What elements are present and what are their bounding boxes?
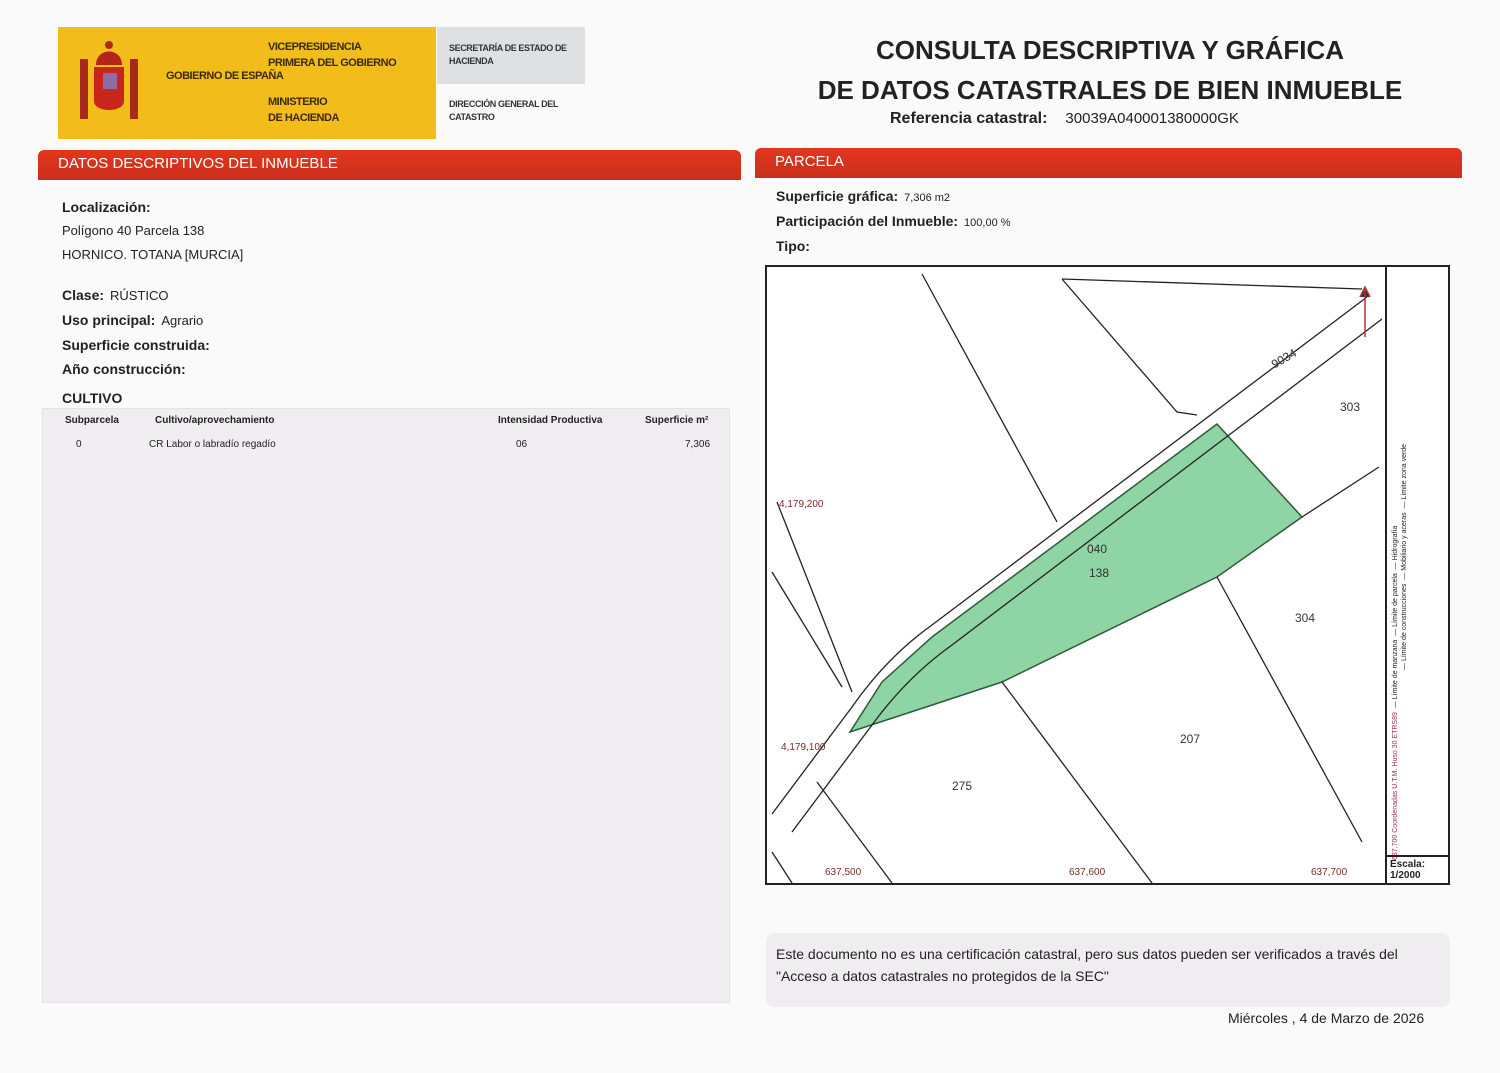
superficie-grafica-label: Superficie gráfica:: [776, 188, 899, 204]
parcel-boundary: [772, 852, 792, 883]
parcel-boundary: [1062, 279, 1197, 415]
anio-construccion-label: Año construcción:: [62, 361, 186, 377]
government-logo: [58, 27, 436, 139]
title-line-2: DE DATOS CATASTRALES DE BIEN INMUEBLE: [817, 75, 1403, 105]
legend-item: Límite zona verde: [1401, 443, 1408, 500]
column-header: Intensidad Productiva: [498, 415, 603, 426]
legend-item: Límite de manzana: [1392, 639, 1399, 700]
attributes-block: [62, 283, 210, 381]
document-date: Miércoles , 4 de Marzo de 2026: [1228, 1010, 1425, 1026]
ministerio-text-2: DE HACIENDA: [268, 112, 339, 124]
localizacion-line-2: HORNICO. TOTANA [MURCIA]: [62, 247, 244, 262]
ministerio-text: MINISTERIO: [268, 96, 328, 108]
ref-value: 30039A040001380000GK: [1065, 110, 1239, 127]
x-coord-label: 637,500: [825, 867, 862, 878]
uso-label: Uso principal:: [62, 312, 156, 328]
descriptivos-header: DATOS DESCRIPTIVOS DEL INMUEBLE: [38, 150, 741, 180]
page-title: [800, 30, 1420, 110]
ref-label: Referencia catastral:: [890, 110, 1048, 127]
table-cell: 0: [76, 439, 82, 450]
column-header: Cultivo/aprovechamiento: [155, 415, 275, 426]
x-coord-label: 637,700: [1311, 867, 1348, 878]
map-drawing: [767, 267, 1387, 883]
vicepresidencia-text-2: PRIMERA DEL GOBIERNO: [268, 57, 397, 69]
title-line-1: CONSULTA DESCRIPTIVA Y GRÁFICA: [875, 35, 1345, 65]
secretaria-block: [437, 27, 585, 84]
parcel-label: 303: [1340, 400, 1361, 414]
cultivo-table: [42, 408, 730, 1003]
table-cell: 06: [516, 439, 528, 450]
parcel-boundary: [772, 572, 842, 687]
column-header: Subparcela: [65, 415, 119, 426]
legend-item: Hidrografía: [1392, 525, 1399, 561]
parcel-boundary: [1062, 279, 1362, 289]
legend-item: Mobiliario y aceras: [1401, 512, 1408, 571]
clase-label: Clase:: [62, 287, 105, 303]
table-cell: 7,306: [685, 439, 711, 450]
parcela-header: PARCELA: [755, 148, 1462, 178]
clase-value: RÚSTICO: [110, 288, 169, 303]
road-label: 9034: [1268, 345, 1299, 372]
direccion-text: DIRECCIÓN GENERAL DEL CATASTRO: [449, 99, 558, 122]
parcel-boundary: [1002, 682, 1152, 883]
superficie-grafica-value: 7,306 m2: [904, 192, 951, 204]
superficie-construida-label: Superficie construida:: [62, 337, 210, 353]
y-coord-label: 4,179,200: [779, 499, 824, 510]
cadastral-map[interactable]: [765, 265, 1450, 885]
parcel-boundary: [1217, 577, 1362, 842]
y-coord-label: 4,179,100: [781, 742, 826, 753]
participacion-label: Participación del Inmueble:: [776, 213, 959, 229]
disclaimer-notice: Este documento no es una certificación catastral, pero sus datos pueden ser verificados a través del "Acceso a datos catastrales no protegidos de la SEC": [766, 933, 1450, 1007]
x-coord-label: 637,600: [1069, 867, 1106, 878]
vicepresidencia-text: VICEPRESIDENCIA: [268, 41, 362, 53]
parcel-label: 275: [952, 779, 973, 793]
parcel-boundary: [1302, 467, 1379, 517]
localizacion-label: Localización:: [62, 199, 151, 215]
localizacion-block: [62, 195, 243, 267]
uso-value: Agrario: [161, 313, 204, 328]
gobierno-espana-text: GOBIERNO DE ESPAÑA: [166, 70, 284, 82]
parcel-polygon-label: 040: [1087, 542, 1108, 556]
coat-of-arms-icon: [76, 39, 142, 125]
column-header: Superficie m²: [645, 415, 709, 426]
secretaria-text: SECRETARÍA DE ESTADO DE HACIENDA: [449, 43, 567, 66]
parcela-info: [776, 185, 1011, 258]
cultivo-title: CULTIVO: [62, 390, 123, 406]
tipo-label: Tipo:: [776, 238, 810, 254]
legend-item: Límite de construcciones: [1401, 583, 1408, 662]
parcel-label: 304: [1295, 611, 1316, 625]
parcel-boundary: [777, 502, 852, 692]
parcel-highlight: [850, 424, 1302, 732]
scale-block: [1387, 855, 1450, 883]
legend-item: Límite de parcela: [1392, 573, 1399, 627]
participacion-value: 100,00 %: [964, 217, 1011, 229]
parcel-boundary: [922, 274, 1057, 522]
localizacion-line-1: Polígono 40 Parcela 138: [62, 223, 205, 238]
scale-value: 1/2000: [1390, 870, 1421, 881]
referencia-catastral: [890, 110, 1239, 128]
parcel-number-label: 138: [1089, 566, 1110, 580]
map-legend: 637,700 Coordenadas U.T.M. Huso 30 ETRS89 — Límite de manzana — Límite de parcela — Hidrografía — Límite de construcciones — Mobiliario y aceras — Límite zona verde Escala: 1/2000: [1385, 265, 1450, 885]
table-cell: CR Labor o labradío regadío: [149, 439, 276, 450]
legend-coords: 637,700 Coordenadas U.T.M. Huso 30 ETRS89: [1392, 712, 1399, 860]
parcel-label: 207: [1180, 732, 1201, 746]
scale-label: Escala:: [1390, 859, 1426, 870]
